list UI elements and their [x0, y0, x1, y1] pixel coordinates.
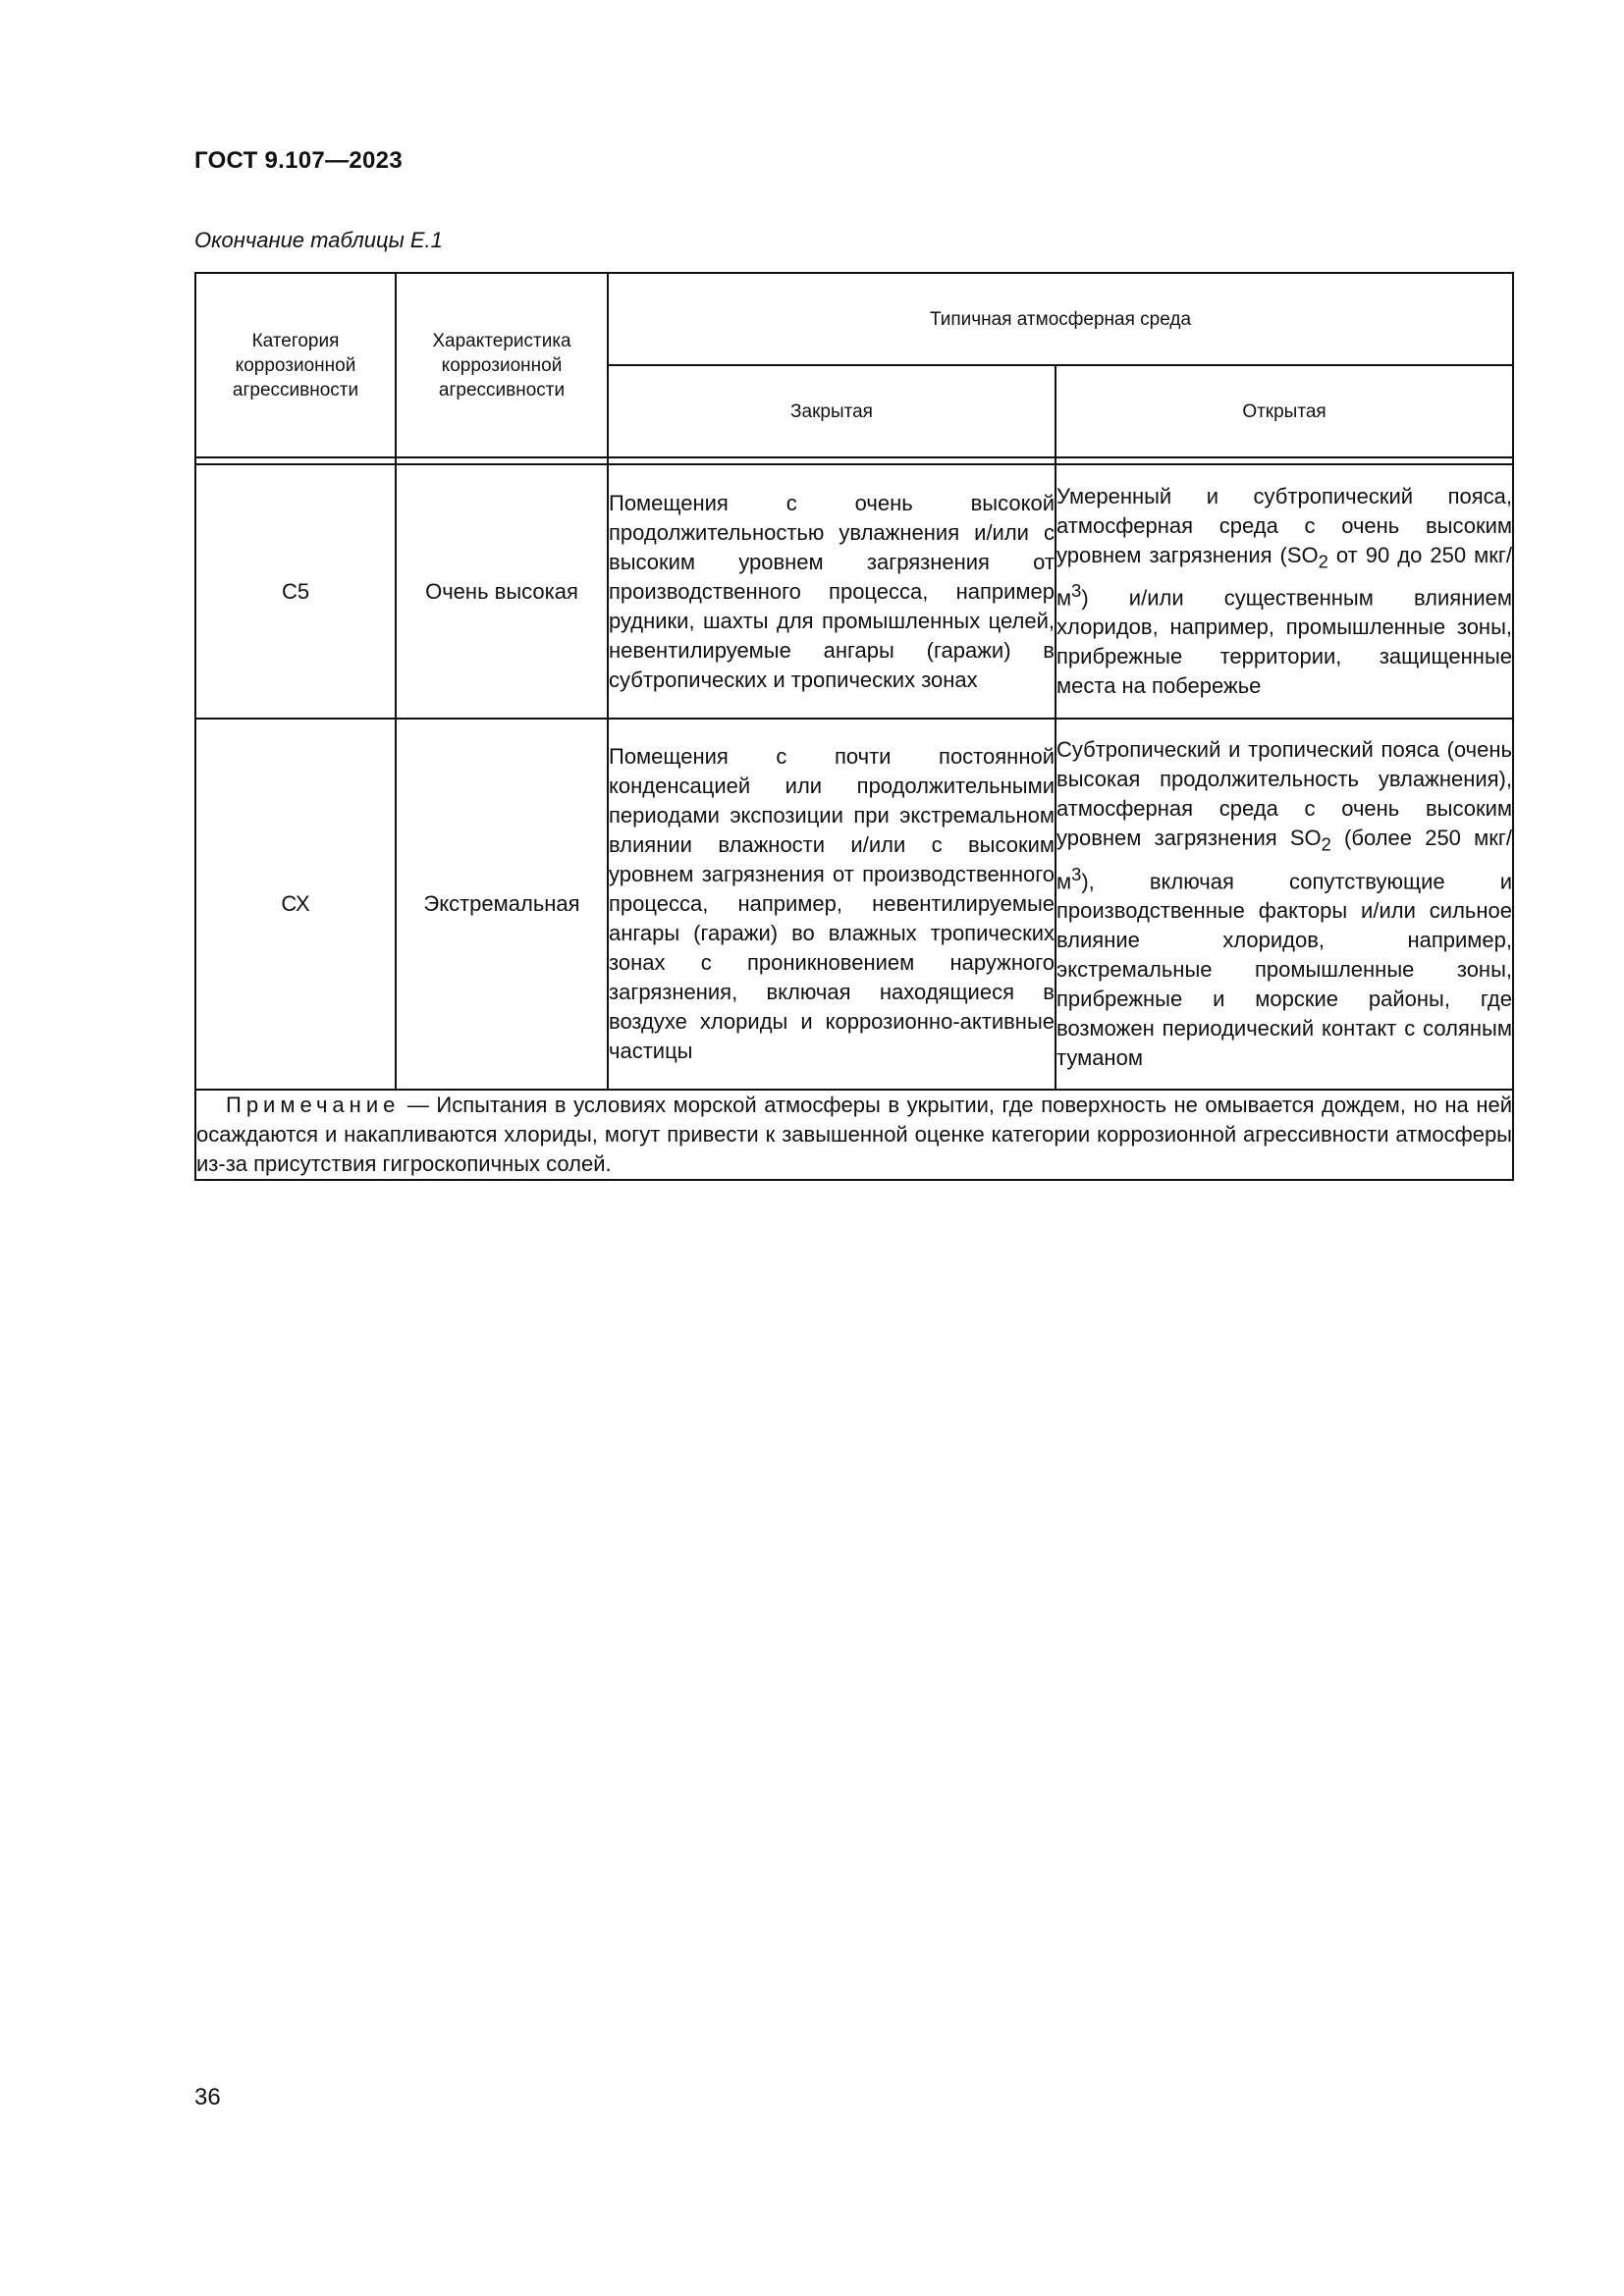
header-characteristic: Характеристика коррозионной агрессивности: [396, 273, 608, 457]
characteristic-cell: Очень высокая: [396, 464, 608, 719]
page-number: 36: [194, 2084, 221, 2110]
open-text-part: ), включая сопутствующие и производственные факторы и/или сильное влияние хлоридов, например, экстремальные промышленные зоны, прибрежные и морские районы, где возможен периодический контакт с соляным туманом: [1056, 868, 1512, 1070]
category-cell: СХ: [195, 719, 396, 1090]
note-cell: [195, 1090, 1513, 1180]
characteristic-cell: Экстремальная: [396, 719, 608, 1090]
closed-environment-cell: Помещения с очень высокой продолжительностью увлажнения и/или с высоким уровнем загрязнения от производственного процесса, например рудники, шахты для промышленных целей, невентилируемые ангары (гаражи) в субтропических и тропических зонах: [608, 464, 1056, 719]
open-text-part: Субтропический и тропический пояса (очень высокая продолжительность увлажнения), атмосферная среда с очень высоким уровнем загрязнения SO: [1056, 737, 1512, 851]
table-caption: Окончание таблицы Е.1: [194, 228, 443, 252]
open-text-part: от 90 до 250 мкг/м: [1056, 542, 1512, 611]
open-text-part: ) и/или существенным влиянием хлоридов, например, промышленные зоны, прибрежные территории, защищенные места на побережье: [1056, 585, 1512, 699]
header-category: Категория коррозионной агрессивности: [195, 273, 396, 457]
table-row: [195, 719, 1513, 1090]
header-environment: Типичная атмосферная среда: [608, 273, 1513, 365]
superscript: 3: [1071, 863, 1082, 884]
open-text-part: Умеренный и субтропический пояса, атмосферная среда с очень высоким уровнем загрязнения (SO: [1056, 483, 1512, 567]
document-id: ГОСТ 9.107—2023: [194, 147, 403, 174]
note-label: Примечание: [226, 1093, 401, 1117]
header-separator: [195, 457, 1513, 464]
subscript: 2: [1321, 833, 1331, 855]
corrosion-table: [194, 272, 1514, 1181]
table-row: [195, 464, 1513, 719]
open-text-part: (более 250 мкг/м: [1056, 826, 1512, 893]
subscript: 2: [1318, 551, 1328, 572]
header-open: Открытая: [1056, 365, 1513, 457]
open-environment-cell: [1056, 719, 1513, 1090]
closed-environment-cell: Помещения с почти постоянной конденсацией или продолжительными периодами экспозиции при экстремальном влиянии влажности и/или с высоким уровнем загрязнения от производственного процесса, например, невентилируемые ангары (гаражи) во влажных тропических зонах с проникновением наружного загрязнения, включая находящиеся в воздухе хлориды и коррозионно-активные частицы: [608, 719, 1056, 1090]
note-text: — Испытания в условиях морской атмосферы в укрытии, где поверхность не омывается дождем, но на ней осаждаются и накапливаются хлориды, могут привести к завышенной оценке категории коррозионной агрессивности атмосферы из-за присутствия гигроскопичных солей.: [196, 1093, 1512, 1176]
category-cell: С5: [195, 464, 396, 719]
superscript: 3: [1071, 580, 1082, 602]
header-closed: Закрытая: [608, 365, 1056, 457]
note-row: [195, 1090, 1513, 1180]
open-environment-cell: [1056, 464, 1513, 719]
